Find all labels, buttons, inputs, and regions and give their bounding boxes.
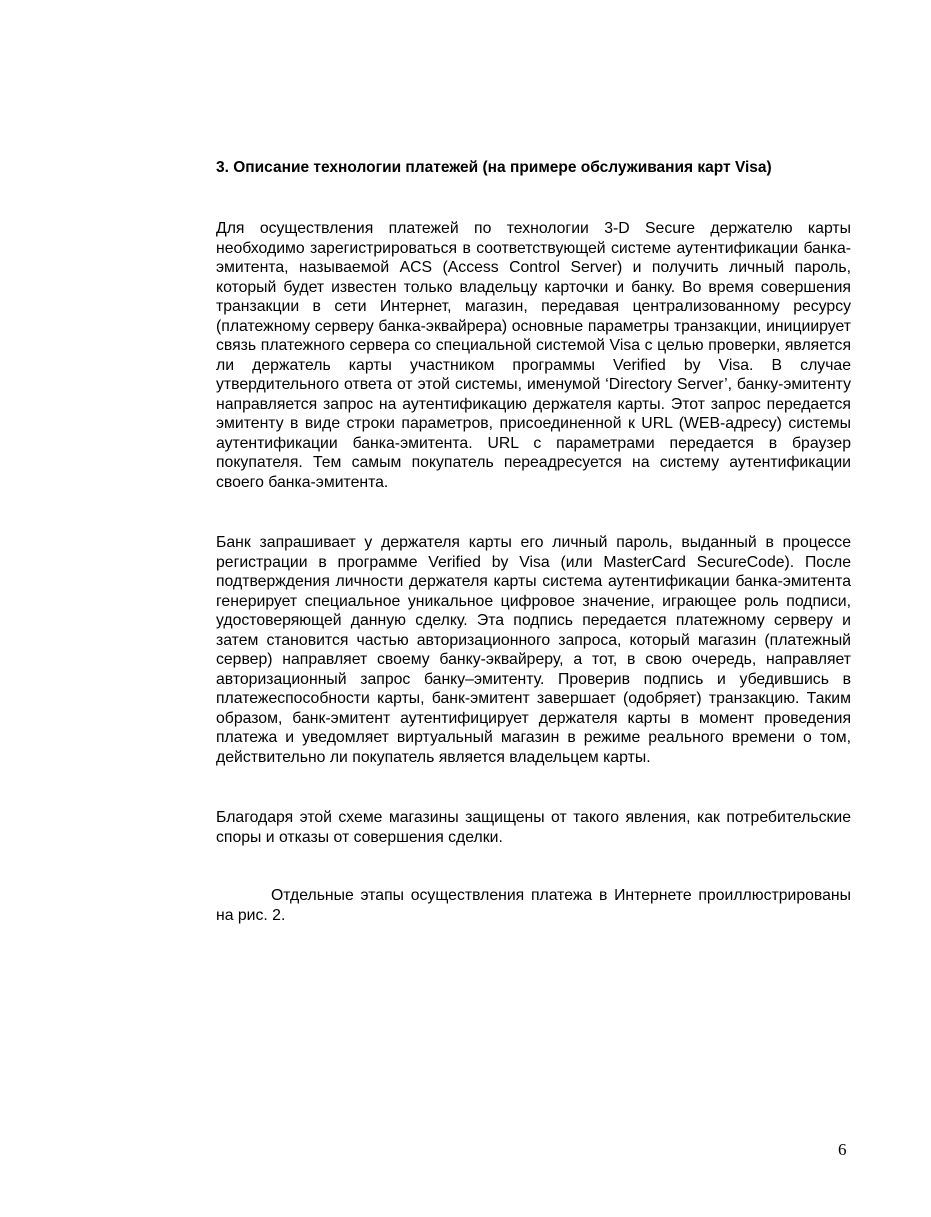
section-heading: 3. Описание технологии платежей (на примере обслуживания карт Visa) — [216, 159, 772, 176]
paragraph-bank-authentication: Банк запрашивает у держателя карты его личный пароль, выданный в процессе регистрации в программе Verified by Visa (или MasterCard SecureCode). После подтверждения личности держателя карты система аутентификации банка-эмитента генерирует специальное уникальное цифровое значение, играющее роль подписи, удостоверяющей данную сделку. Эта подпись передается платежному серверу и затем становится частью авторизационного запроса, который магазин (платежный сервер) направляет своему банку-эквайреру, а тот, в свою очередь, направляет авторизационный запрос банку–эмитенту. Проверив подпись и убедившись в платежеспособности карты, банк-эмитент завершает (одобряет) транзакцию. Таким образом, банк-эмитент аутентифицирует держателя карты в момент проведения платежа и уведомляет виртуальный магазин в режиме реального времени о том, действительно ли покупатель является владельцем карты. — [216, 534, 851, 766]
page-number: 6 — [838, 1140, 847, 1159]
paragraph-merchant-protection: Благодаря этой схеме магазины защищены от такого явления, как потребительские споры и отказы от совершения сделки. — [216, 809, 851, 846]
paragraph-figure-reference: Отдельные этапы осуществления платежа в Интернете проиллюстрированы на рис. 2. — [216, 887, 851, 924]
paragraph-3d-secure-registration: Для осуществления платежей по технологии 3-D Secure держателю карты необходимо зарегистрироваться в соответствующей системе аутентификации банка-эмитента, называемой ACS (Access Control Server) и получить личный пароль, который будет известен только владельцу карточки и банку. Во время совершения транзакции в сети Интернет, магазин, передавая централизованному ресурсу (платежному серверу банка-эквайрера) основные параметры транзакции, инициирует связь платежного сервера со специальной системой Visa с целью проверки, является ли держатель карты участником программы Verified by Visa. В случае утвердительного ответа от этой системы, именумой ‘Directory Server’, банку-эмитенту направляется запрос на аутентификацию держателя карты. Этот запрос передается эмитенту в виде строки параметров, присоединенной к URL (WEB-адресу) системы аутентификации банка-эмитента. URL с параметрами передается в браузер покупателя. Тем самым покупатель переадресуется на систему аутентификации своего банка-эмитента. — [216, 220, 851, 491]
